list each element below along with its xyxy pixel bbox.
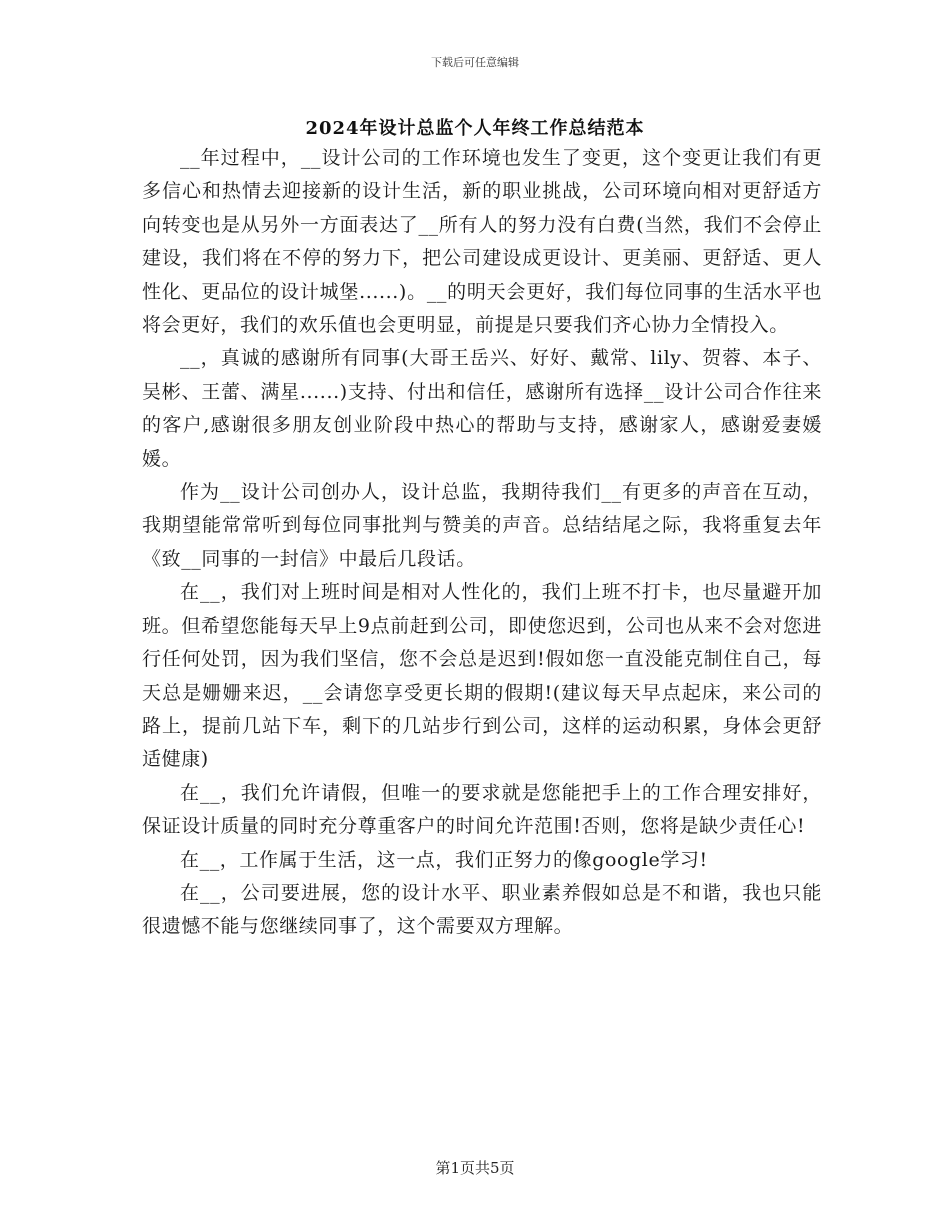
- paragraph-7: 在__，公司要进展，您的设计水平、职业素养假如总是不和谐，我也只能很遗憾不能与您继续同事了，这个需要双方理解。: [142, 881, 822, 938]
- paragraph-5: 在__，我们允许请假，但唯一的要求就是您能把手上的工作合理安排好，保证设计质量的同时充分尊重客户的时间允许范围!否则，您将是缺少责任心!: [142, 781, 822, 838]
- paragraph-6: 在__，工作属于生活，这一点，我们正努力的像google学习!: [180, 848, 708, 871]
- page-header-note: 下载后可任意编辑: [431, 56, 519, 69]
- document-body: [142, 142, 822, 944]
- paragraph-3: 作为__设计公司创办人，设计总监，我期待我们__有更多的声音在互动，我期望能常常听到每位同事批判与赞美的声音。总结结尾之际，我将重复去年《致__同事的一封信》中最后几段话。: [142, 481, 822, 570]
- paragraph-4: 在__，我们对上班时间是相对人性化的，我们上班不打卡，也尽量避开加班。但希望您能每天早上9点前赶到公司，即使您迟到，公司也从来不会对您进行任何处罚，因为我们坚信，您不会总是迟到!假如您一直没能克制住自己，每天总是姗姗来迟，__会请您享受更长期的假期!(建议每天早点起床，来公司的路上，提前几站下车，剩下的几站步行到公司，这样的运动积累，身体会更舒适健康): [142, 581, 822, 771]
- page-number-indicator: 第1页共5页: [435, 1159, 515, 1177]
- paragraph-1: __年过程中，__设计公司的工作环境也发生了变更，这个变更让我们有更多信心和热情去迎接新的设计生活，新的职业挑战，公司环境向相对更舒适方向转变也是从另外一方面表达了__所有人的努力没有白费(当然，我们不会停止建设，我们将在不停的努力下，把公司建设成更设计、更美丽、更舒适、更人性化、更品位的设计城堡......)。__的明天会更好，我们每位同事的生活水平也将会更好，我们的欢乐值也会更明显，前提是只要我们齐心协力全情投入。: [142, 147, 822, 337]
- document-title: 2024年设计总监个人年终工作总结范本: [305, 118, 645, 139]
- paragraph-2: __，真诚的感谢所有同事(大哥王岳兴、好好、戴常、lily、贺蓉、本子、吴彬、王蕾、满星......)支持、付出和信任，感谢所有选择__设计公司合作往来的客户,感谢很多朋友创业阶段中热心的帮助与支持，感谢家人，感谢爱妻媛媛。: [142, 347, 822, 470]
